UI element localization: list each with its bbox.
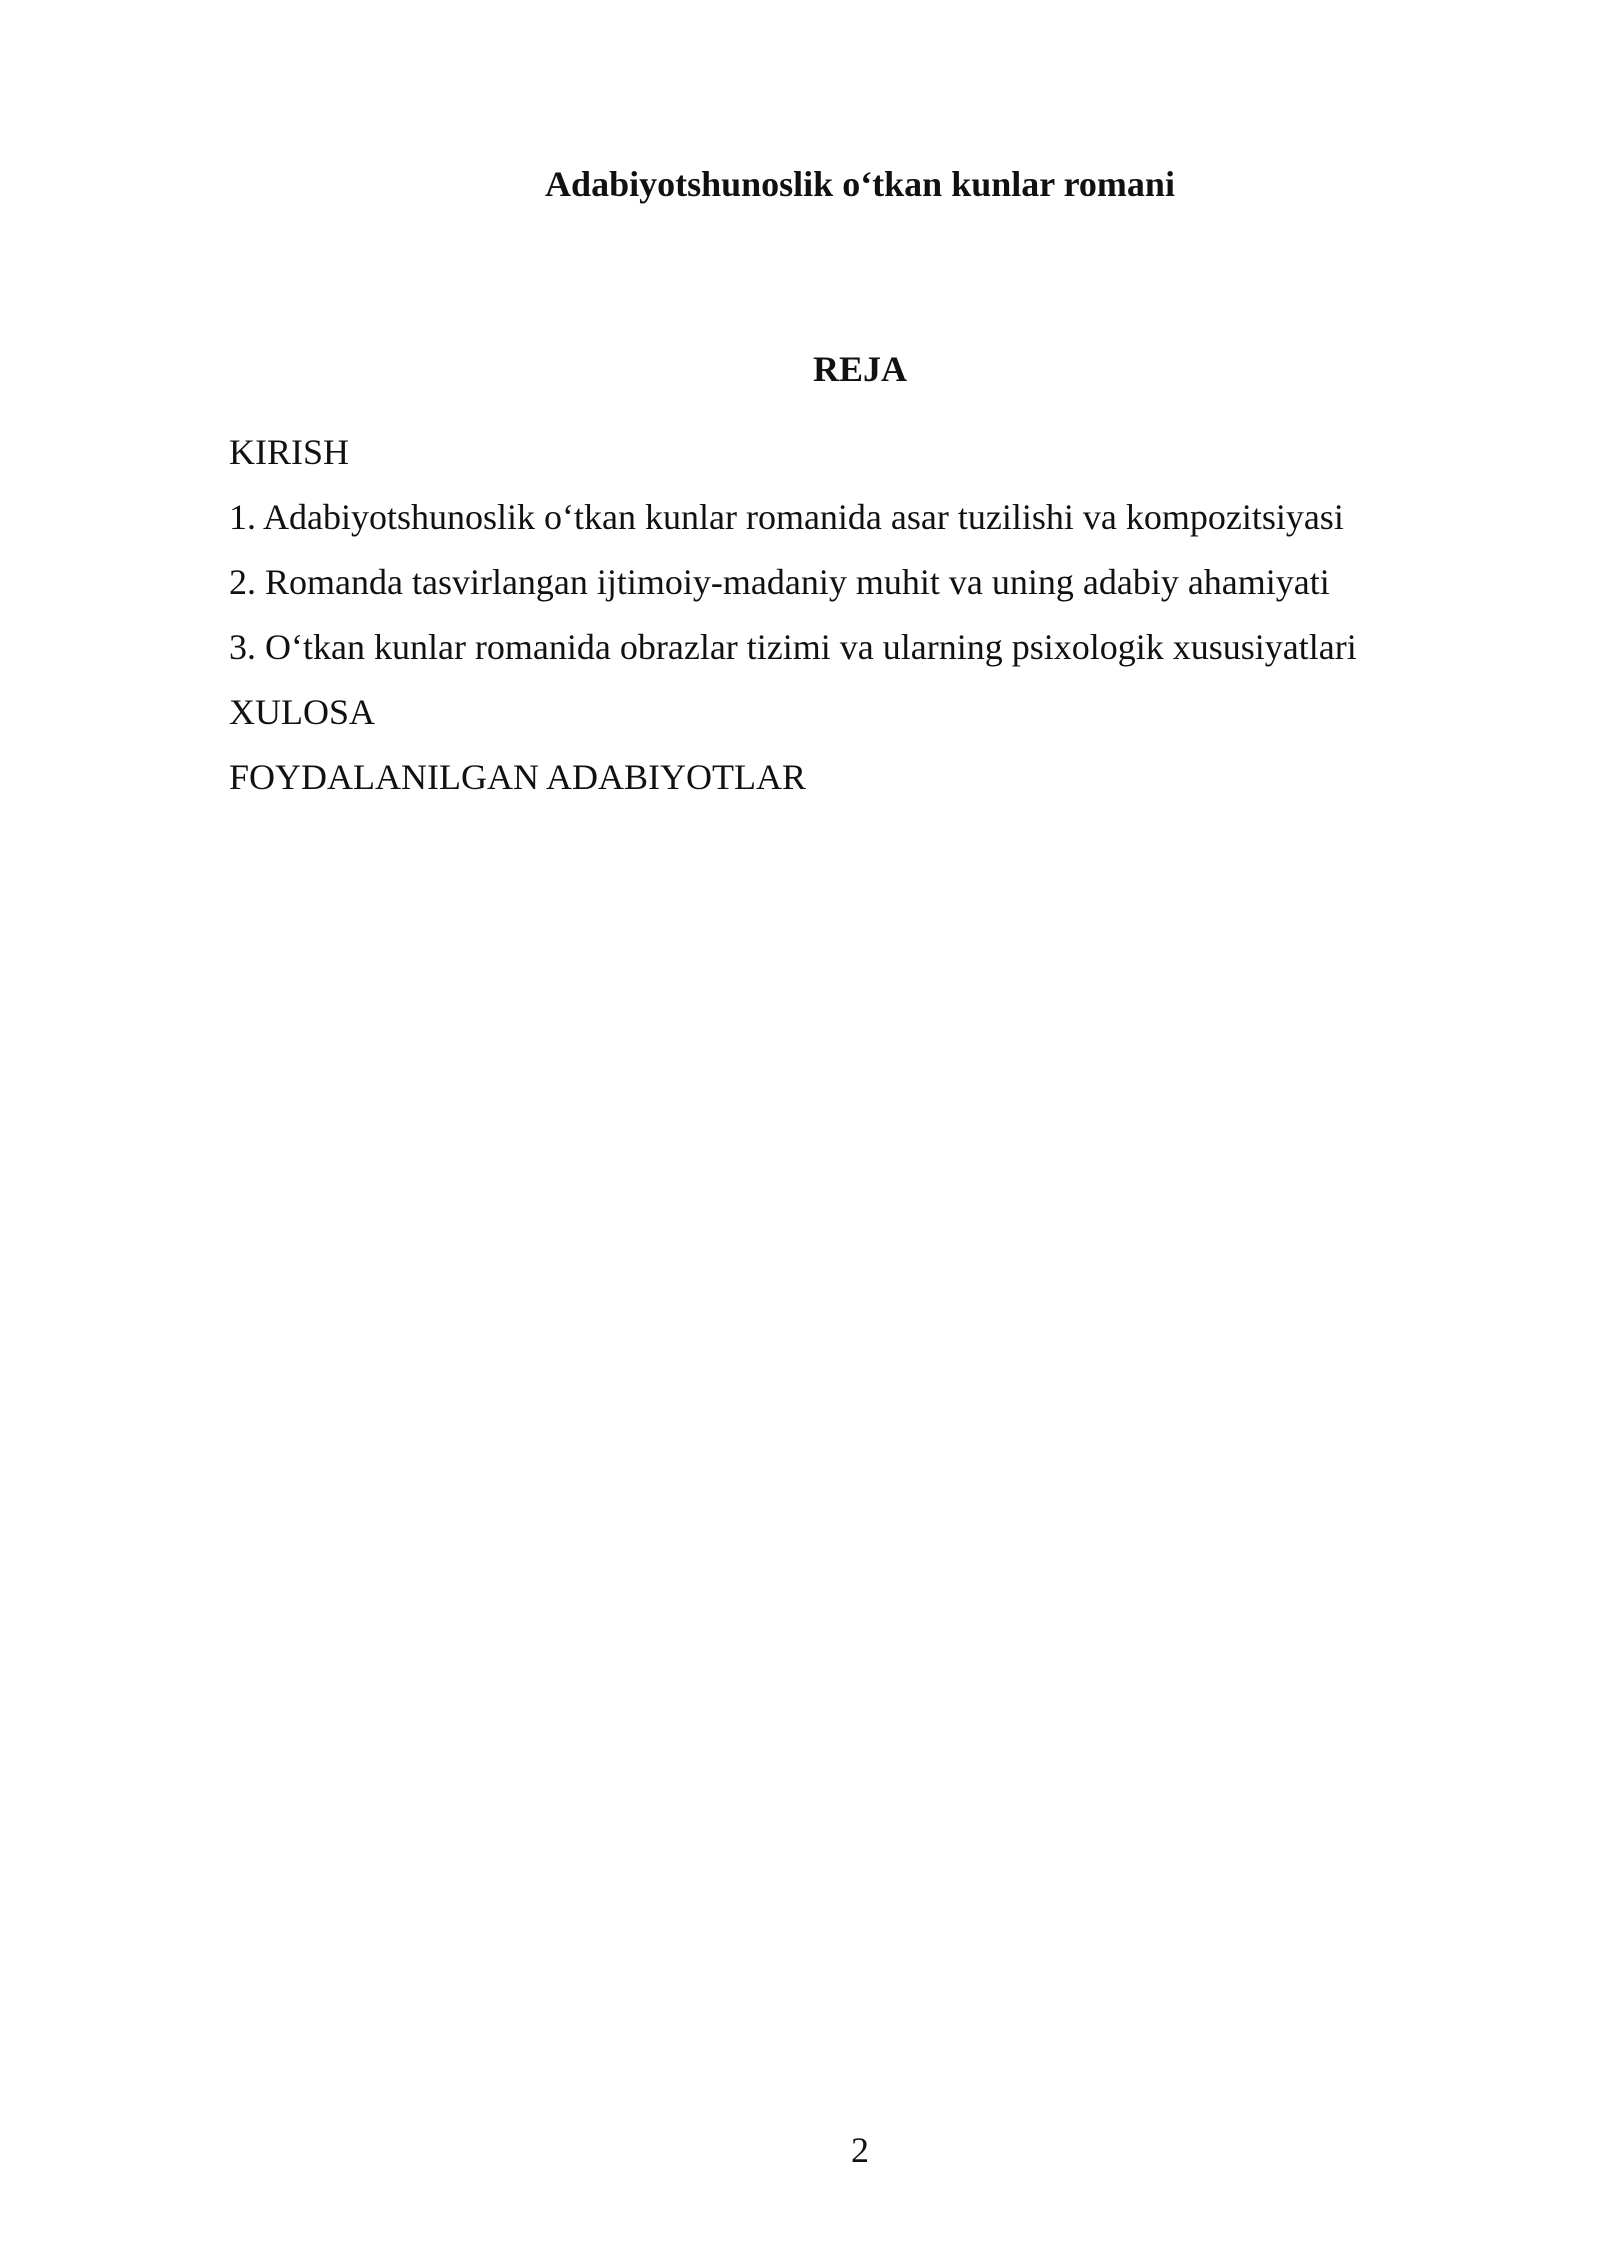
toc-item-references: FOYDALANILGAN ADABIYOTLAR xyxy=(229,757,806,797)
toc-item-1: 1. Adabiyotshunoslik o‘tkan kunlar romanida asar tuzilishi va kompozitsiyasi xyxy=(229,497,1344,537)
toc-item-2: 2. Romanda tasvirlangan ijtimoiy-madaniy muhit va uning adabiy ahamiyati xyxy=(229,562,1330,602)
toc-item-3: 3. O‘tkan kunlar romanida obrazlar tizimi va ularning psixologik xususiyatlari xyxy=(229,627,1357,667)
toc-item-introduction: KIRISH xyxy=(229,432,350,472)
plan-heading: REJA xyxy=(812,349,907,389)
table-of-contents xyxy=(229,420,1479,810)
page-number: 2 xyxy=(851,2130,869,2170)
toc-item-conclusion: XULOSA xyxy=(229,692,376,732)
document-title: Adabiyotshunoslik o‘tkan kunlar romani xyxy=(545,164,1175,204)
